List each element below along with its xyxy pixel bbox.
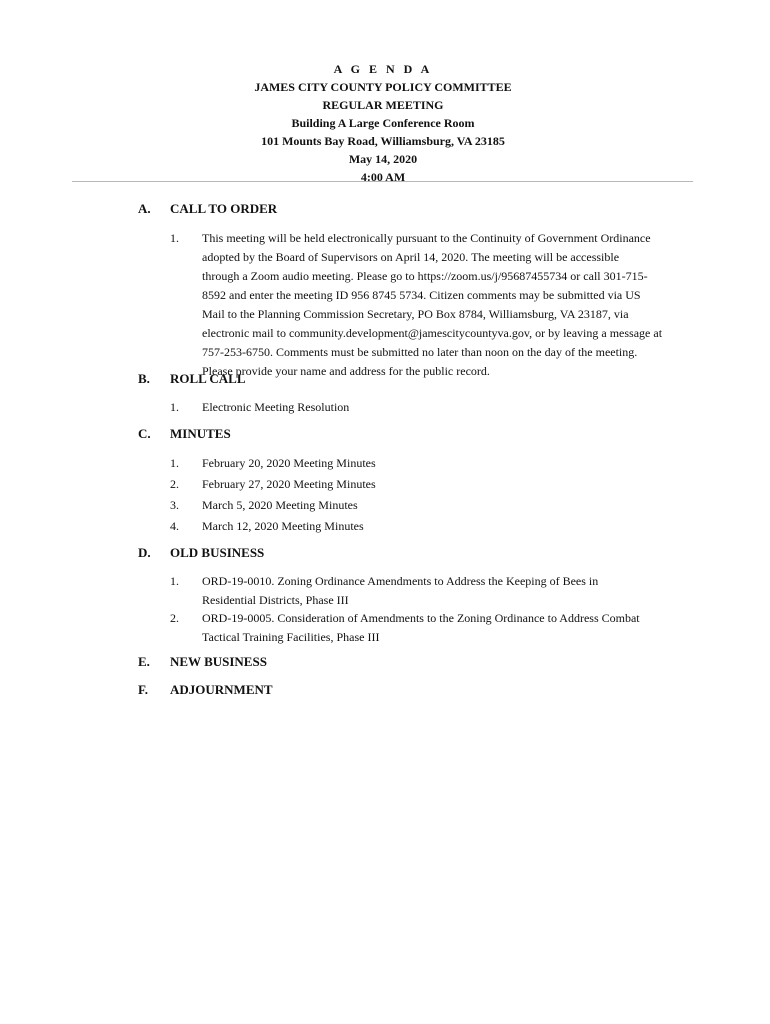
item-text-line: Mail to the Planning Commission Secretary, PO Box 8784, Williamsburg, VA 23187, via (202, 307, 629, 321)
item-text (202, 454, 698, 473)
item-text (202, 229, 698, 381)
item-text (202, 496, 698, 515)
item-number: 2. (170, 477, 179, 491)
section-letter: A. (138, 201, 151, 216)
item-text-line: This meeting will be held electronically pursuant to the Continuity of Government Ordinance (202, 231, 651, 245)
section-title: OLD BUSINESS (170, 545, 265, 560)
section-title: MINUTES (170, 426, 231, 441)
item-text-line: March 12, 2020 Meeting Minutes (202, 519, 364, 533)
section-title: ROLL CALL (170, 371, 246, 386)
item-number: 3. (170, 498, 179, 512)
item-text-line: ORD-19-0010. Zoning Ordinance Amendments to Address the Keeping of Bees in (202, 574, 599, 588)
meeting-type: REGULAR MEETING (322, 98, 444, 112)
item-number: 2. (170, 611, 179, 625)
item-text-line: electronic mail to community.development@jamescitycountyva.gov, or by leaving a message at (202, 326, 663, 340)
agenda-title: A G E N D A (333, 62, 433, 76)
committee-name: JAMES CITY COUNTY POLICY COMMITTEE (254, 80, 512, 94)
item-text (202, 475, 698, 494)
item-text-line: through a Zoom audio meeting. Please go to https://zoom.us/j/95687455734 or call 301-715- (202, 269, 648, 283)
item-text-line: Residential Districts, Phase III (202, 593, 349, 607)
meeting-date: May 14, 2020 (348, 152, 418, 166)
item-text-line: ORD-19-0005. Consideration of Amendments to the Zoning Ordinance to Address Combat (202, 611, 640, 625)
meeting-time: 4:00 AM (360, 170, 406, 184)
item-text (202, 609, 698, 647)
section-title: NEW BUSINESS (170, 654, 267, 669)
item-text-line: February 20, 2020 Meeting Minutes (202, 456, 376, 470)
item-text-line: Tactical Training Facilities, Phase III (202, 630, 380, 644)
section-title: CALL TO ORDER (170, 201, 278, 216)
section-letter: E. (138, 654, 150, 669)
item-number: 1. (170, 574, 179, 588)
item-text-line: February 27, 2020 Meeting Minutes (202, 477, 376, 491)
item-text-line: March 5, 2020 Meeting Minutes (202, 498, 358, 512)
item-number: 1. (170, 400, 179, 414)
agenda-header (0, 60, 766, 186)
item-number: 1. (170, 456, 179, 470)
item-number: 1. (170, 231, 179, 245)
item-text-line: Electronic Meeting Resolution (202, 400, 350, 414)
section-letter: C. (138, 426, 151, 441)
item-text-line: 757-253-6750. Comments must be submitted no later than noon on the day of the meeting. (202, 345, 638, 359)
item-number: 4. (170, 519, 179, 533)
item-text-line: 8592 and enter the meeting ID 956 8745 5734. Citizen comments may be submitted via US (202, 288, 641, 302)
section-letter: B. (138, 371, 150, 386)
item-text-line: adopted by the Board of Supervisors on April 14, 2020. The meeting will be accessible (202, 250, 620, 264)
meeting-address: 101 Mounts Bay Road, Williamsburg, VA 23185 (261, 134, 505, 148)
meeting-location: Building A Large Conference Room (291, 116, 475, 130)
item-text (202, 398, 698, 417)
item-text (202, 517, 698, 536)
header-divider (72, 181, 693, 182)
item-text (202, 572, 698, 610)
item-text-line: Please provide your name and address for the public record. (202, 364, 490, 378)
section-letter: F. (138, 682, 148, 697)
section-letter: D. (138, 545, 151, 560)
section-title: ADJOURNMENT (170, 682, 273, 697)
